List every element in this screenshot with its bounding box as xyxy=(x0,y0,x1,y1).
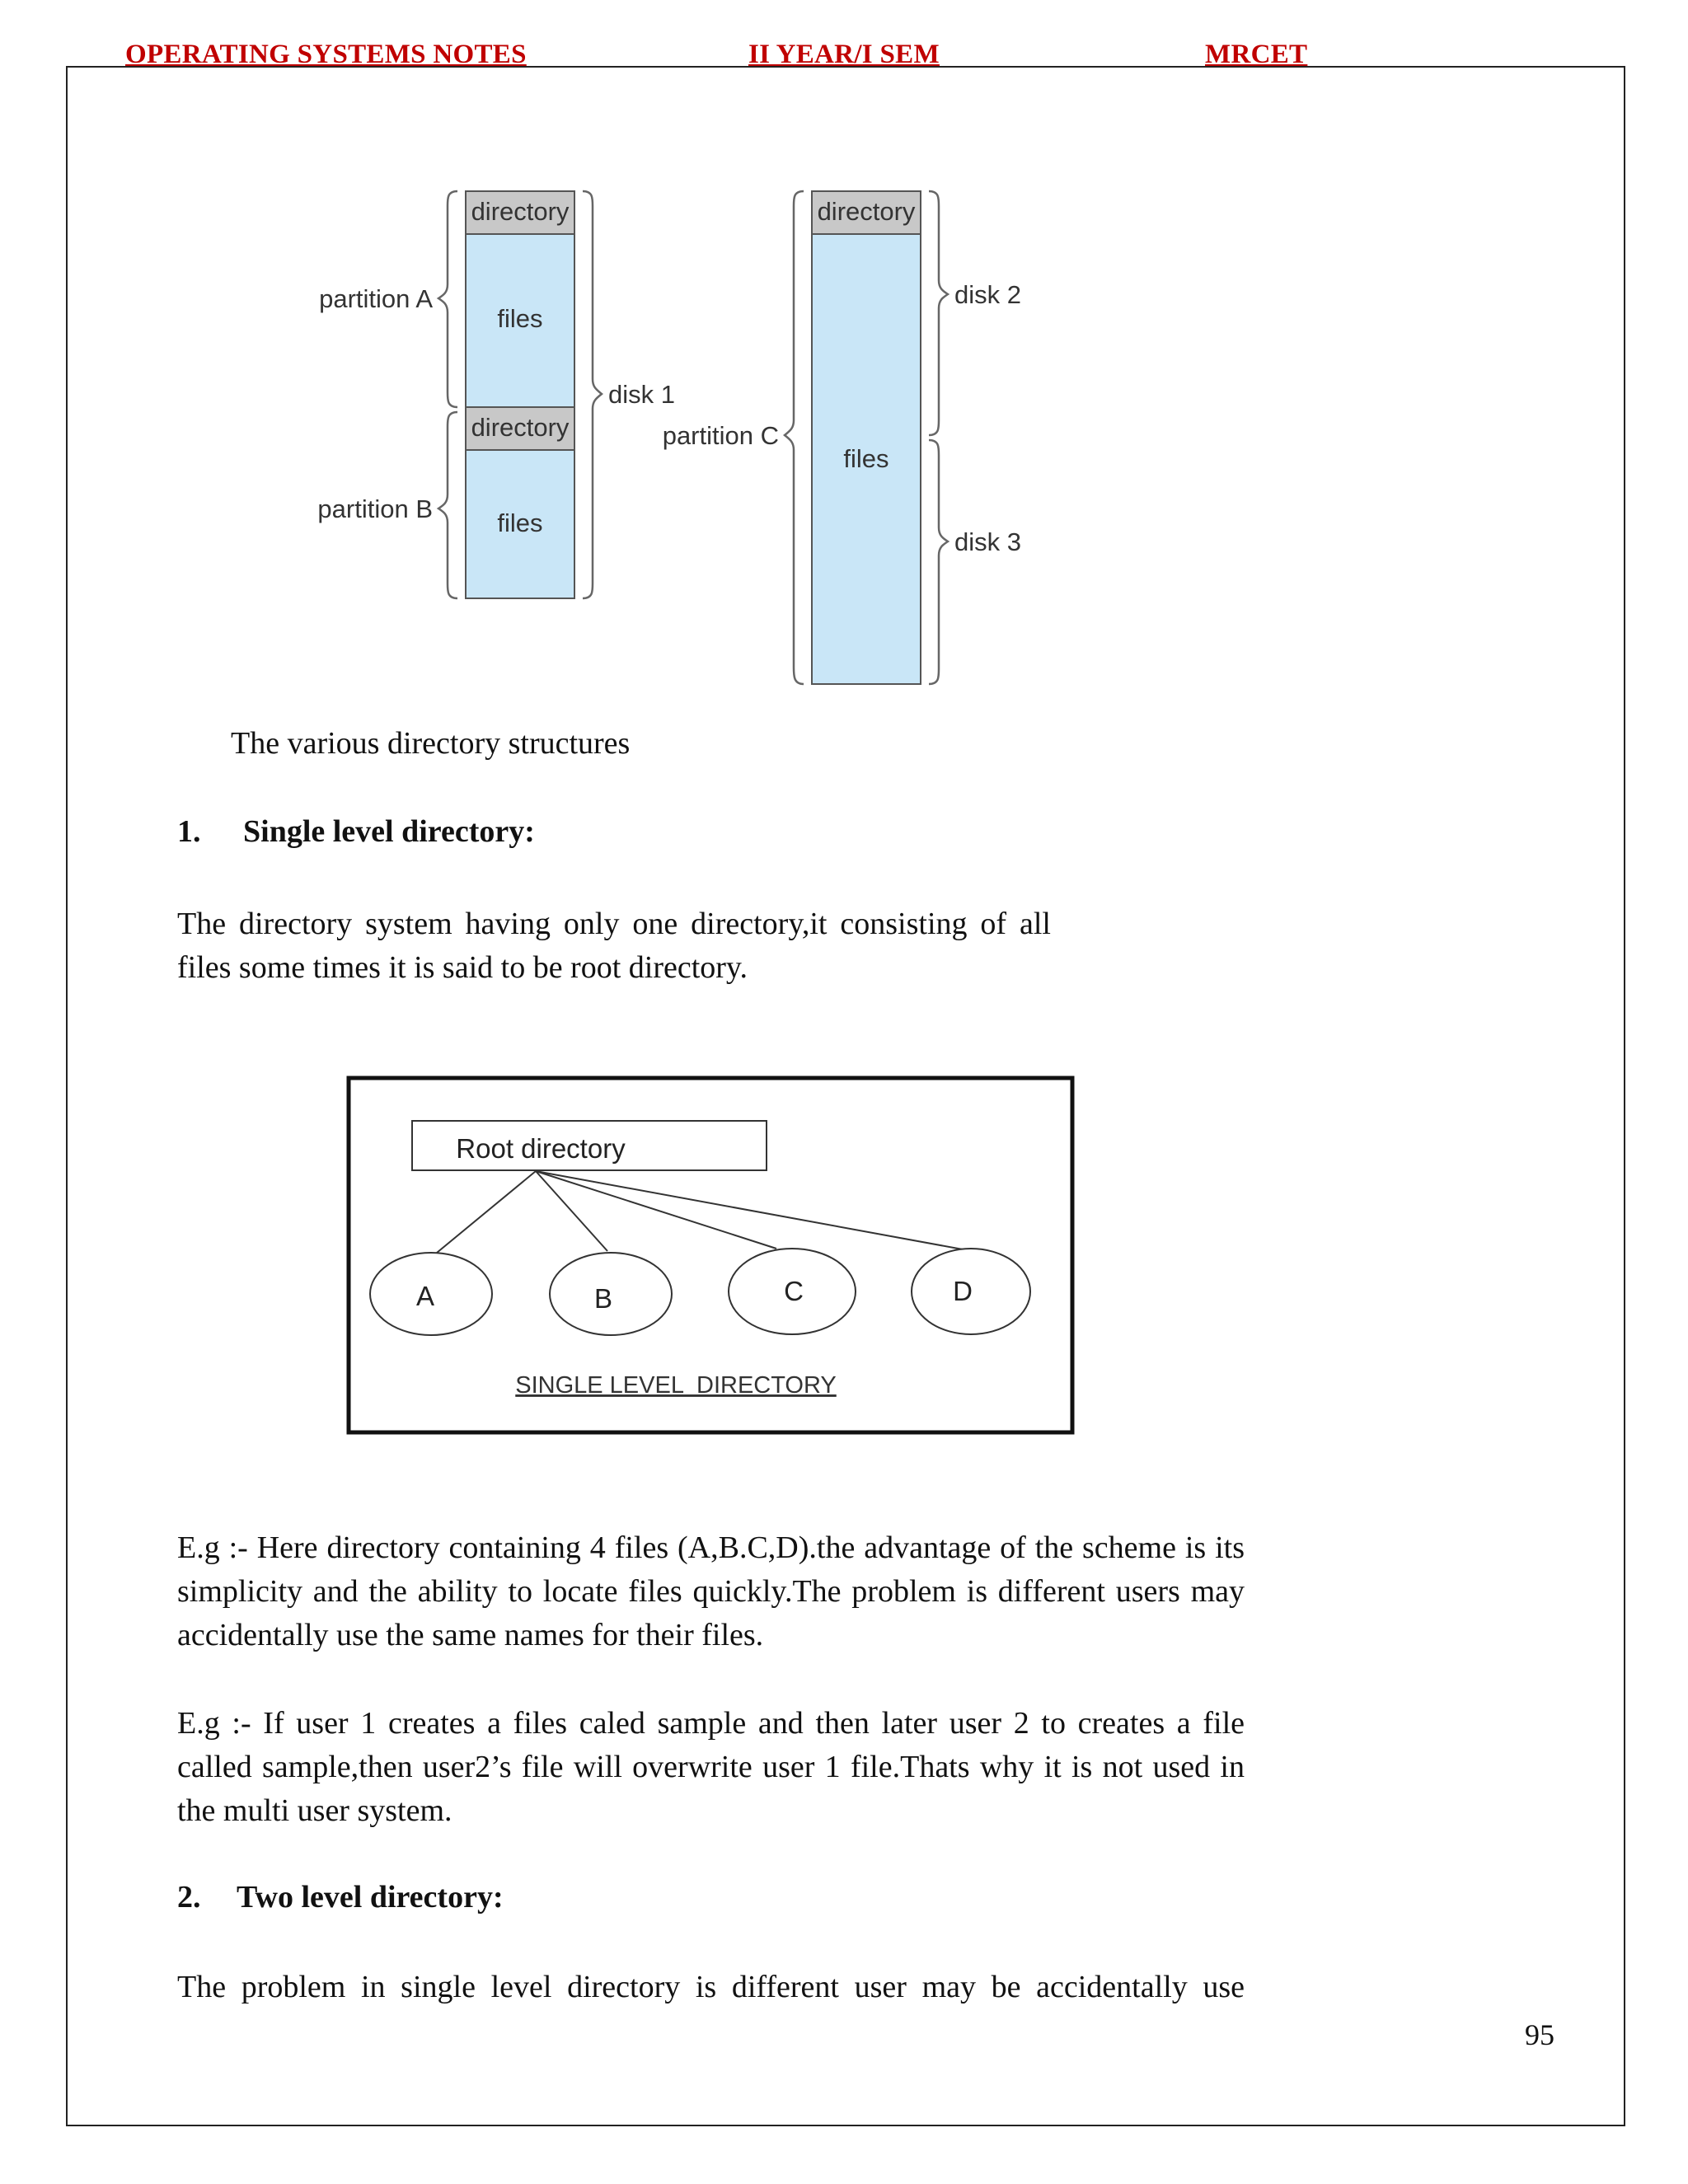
section-1-number: 1. xyxy=(177,814,201,849)
disk-2-brace xyxy=(929,191,948,435)
section-2-heading xyxy=(177,1879,504,1915)
file-node-a-label: A xyxy=(415,1281,435,1311)
disk-2-label: disk 2 xyxy=(954,280,1021,309)
example-paragraph-1: E.g :- Here directory containing 4 files (A,B.C,D).the advantage of the scheme is its simplicity and the ability to locate files quickly.The problem is different users may accidentally use the same names for their files. xyxy=(177,1530,1245,1652)
partition-a-label: partition A xyxy=(319,284,433,313)
header-institute: MRCET xyxy=(1205,40,1308,69)
partition-a-files-label: files xyxy=(497,304,543,333)
single-level-caption: SINGLE LEVEL DIRECTORY xyxy=(515,1372,837,1399)
partition-b-brace xyxy=(438,412,457,598)
section-2-title: Two level directory: xyxy=(237,1880,504,1915)
partition-c-brace xyxy=(785,191,804,684)
partition-a-brace xyxy=(438,191,457,407)
partition-b-files-label: files xyxy=(497,509,543,537)
partition-b-directory-label: directory xyxy=(471,413,570,442)
file-node-b-label: B xyxy=(593,1283,613,1314)
header-year-sem: II YEAR/I SEM xyxy=(748,40,940,69)
page-number: 95 xyxy=(1525,2018,1554,2051)
example-paragraph-2: E.g :- If user 1 creates a files caled sample and then later user 2 to creates a file called sample,then user2’s file will overwrite user 1 file.Thats why it is not used in the multi user system. xyxy=(177,1706,1245,1828)
root-directory-label: Root directory xyxy=(456,1133,626,1164)
partition-disk-diagram xyxy=(313,173,1055,701)
directory-structures-caption: The various directory structures xyxy=(231,726,631,761)
section-1-heading xyxy=(177,813,535,850)
disk-3-brace xyxy=(929,440,948,684)
section-1-paragraph: The directory system having only one directory,it consisting of all files some times it is said to be root directory. xyxy=(177,907,1051,985)
disk-1-brace xyxy=(583,191,602,598)
partition-c-files-label: files xyxy=(843,444,889,473)
disk-3-label: disk 3 xyxy=(954,527,1021,556)
partition-c-directory-label: directory xyxy=(817,197,916,226)
partition-b-label: partition B xyxy=(317,494,433,523)
partition-c-label: partition C xyxy=(662,421,779,450)
section-1-title: Single level directory: xyxy=(243,814,535,849)
section-2-paragraph: The problem in single level directory is different user may be accidentally use xyxy=(177,1970,1245,2004)
disk-1-label: disk 1 xyxy=(608,380,675,409)
single-level-directory-diagram xyxy=(346,1076,1076,1443)
file-node-d-label: D xyxy=(953,1276,973,1306)
file-node-c-label: C xyxy=(784,1276,804,1306)
section-2-number: 2. xyxy=(177,1880,201,1915)
header-course-title: OPERATING SYSTEMS NOTES xyxy=(125,40,527,69)
partition-a-directory-label: directory xyxy=(471,197,570,226)
